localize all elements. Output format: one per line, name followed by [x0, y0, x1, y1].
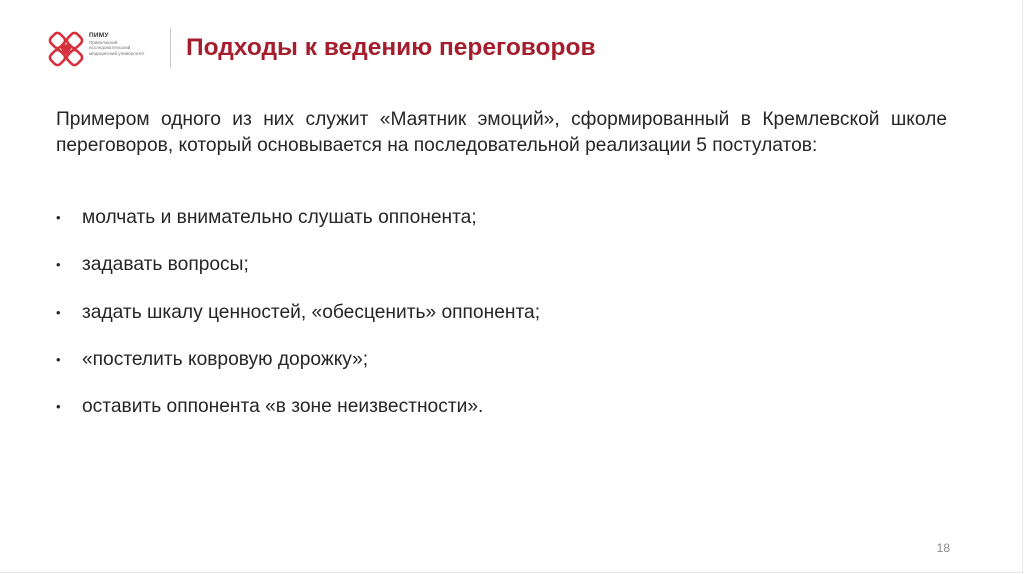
logo-name: ПИМУ [89, 32, 109, 39]
bullet-icon: • [56, 210, 61, 225]
list-item [56, 252, 936, 299]
bullet-icon: • [56, 304, 61, 320]
university-logo [47, 30, 207, 68]
bullet-list [56, 205, 936, 441]
intro-paragraph: Примером одного из них служит «Маятник эмоций», сформированный в Кремлевской школе переговоров, который основывается на последовательной реализации 5 постулатов: [56, 109, 947, 156]
page-number: 18 [936, 541, 950, 555]
list-item [56, 205, 936, 252]
list-item-text: оставить оппонента «в зоне неизвестности». [82, 396, 484, 418]
page-title: Подходы к ведению переговоров [186, 34, 596, 61]
bullet-icon: • [56, 399, 61, 415]
bullet-icon: • [56, 257, 61, 273]
logo-subtitle-line: медицинский университет [89, 50, 145, 56]
list-item-text: молчать и внимательно слушать оппонента; [82, 207, 477, 228]
logo-subtitle-line: Приволжский [89, 40, 118, 45]
header-divider [170, 28, 171, 68]
list-item-text: задать шкалу ценностей, «обесценить» оппонента; [82, 301, 541, 323]
list-item [56, 394, 936, 441]
list-item-text: задавать вопросы; [82, 254, 249, 276]
list-item [56, 347, 936, 394]
logo-subtitle-line: исследовательский [89, 45, 131, 51]
list-item-text: «постелить ковровую дорожку»; [82, 348, 369, 370]
heart-logo-icon [47, 30, 85, 68]
bullet-icon: • [56, 351, 61, 367]
list-item [56, 300, 936, 347]
